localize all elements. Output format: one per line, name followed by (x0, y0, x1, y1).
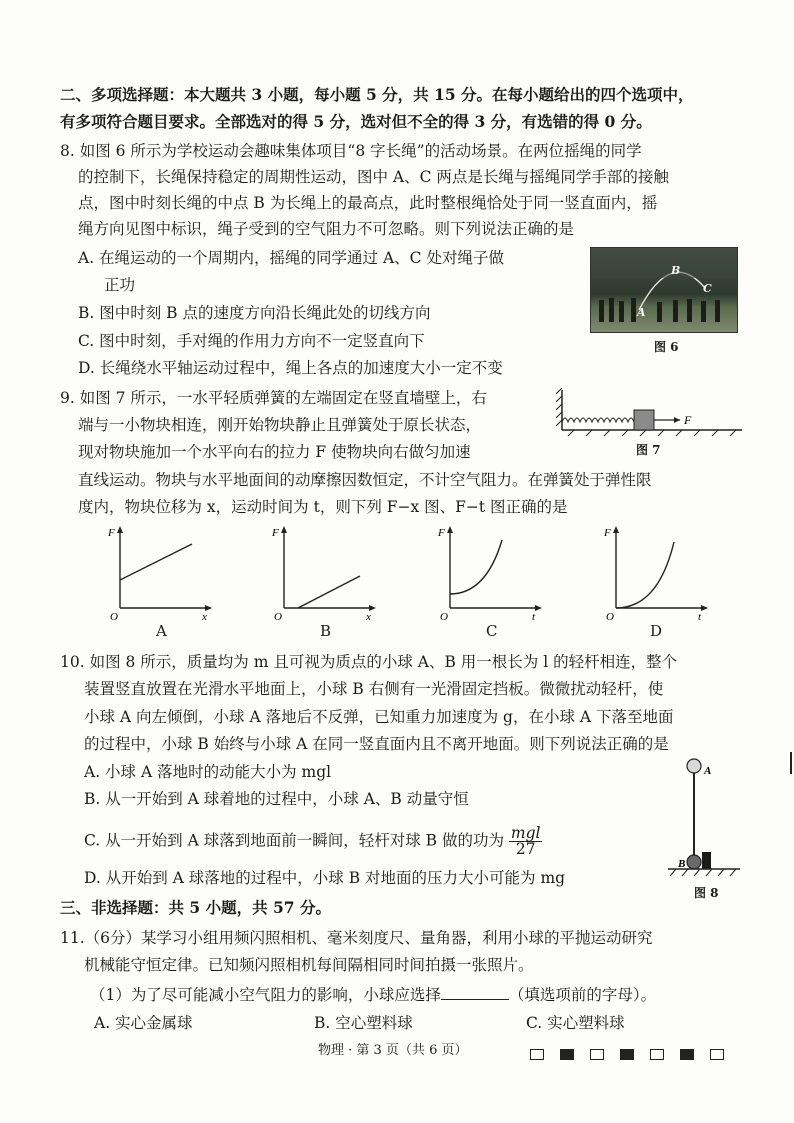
alignment-mark-filled (620, 1049, 634, 1060)
page-edge-mark (790, 752, 792, 774)
q8-option-d: D. 长绳绕水平轴运动过程中，绳上各点的加速度大小一定不变 (78, 359, 503, 377)
graph-a-origin: O (110, 611, 118, 622)
alignment-mark-hollow (530, 1049, 544, 1060)
q10-option-b: B. 从一开始到 A 球着地的过程中，小球 A、B 动量守恒 (84, 790, 469, 808)
graph-a-caption: A (156, 622, 167, 640)
graph-b-caption: B (320, 622, 332, 640)
page-footer: 物理 · 第 3 页（共 6 页） (318, 1043, 468, 1058)
graph-d (600, 522, 710, 622)
q11-line2: 机械能守恒定律。已知频闪照相机每间隔相同时间拍摄一张照片。 (84, 956, 534, 974)
q8-option-c: C. 图中时刻，手对绳的作用力方向不一定竖直向下 (78, 332, 425, 350)
q10-option-c (84, 826, 542, 857)
q9-line2: 端与一小物块相连，刚开始物块静止且弹簧处于原长状态， (78, 416, 482, 434)
graph-d-curve (616, 542, 674, 608)
q8-line3: 点，图中时刻长绳的中点 B 为长绳上的最高点，此时整根绳恰处于同一竖直面内，摇 (78, 194, 658, 212)
graph-b-line (298, 576, 360, 608)
graph-b-xlabel: x (366, 611, 371, 622)
q11-line1: 11.（6分）某学习小组用频闪照相机、毫米刻度尺、量角器，利用小球的平抛运动研究 (60, 929, 653, 947)
graph-c (434, 522, 544, 622)
photo-label-a: A (637, 306, 646, 319)
figure7-spring-diagram (556, 388, 742, 438)
figure8-caption: 图 8 (694, 886, 719, 900)
q10-line2: 装置竖直放置在光滑水平地面上，小球 B 右侧有一光滑固定挡板。微微扰动轻杆，使 (84, 680, 664, 698)
graph-a-ylabel: F (108, 527, 115, 539)
section2-line1: 二、多项选择题：本大题共 3 小题，每小题 5 分，共 15 分。在每小题给出的四个选项中， (60, 85, 694, 104)
q8-line1: 8. 如图 6 所示为学校运动会趣味集体项目“8 字长绳”的活动场景。在两位摇绳的同学 (60, 142, 642, 160)
graph-b (268, 522, 378, 622)
force-label: F (684, 413, 692, 427)
q8-line4: 绳方向见图中标识，绳子受到的空气阻力不可忽略。则下列说法正确的是 (78, 220, 575, 238)
graph-d-ylabel: F (604, 527, 611, 539)
q10-line4: 的过程中，小球 B 始终与小球 A 在同一竖直面内且不离开地面。则下列说法正确的是 (84, 735, 669, 753)
graph-b-ylabel: F (272, 527, 279, 539)
q10-line3: 小球 A 向左倾倒，小球 A 落地后不反弹，已知重力加速度为 g，在小球 A 下落至地面 (84, 708, 674, 726)
q8-option-a: A. 在绳运动的一个周期内，摇绳的同学通过 A、C 处对绳子做 (78, 249, 504, 267)
q8-option-a-cont: 正功 (104, 276, 136, 294)
q9-line1: 9. 如图 7 所示，一水平轻质弹簧的左端固定在竖直墙壁上，右 (60, 389, 487, 407)
q11-sub1-prefix: （1）为了尽可能减小空气阻力的影响，小球应选择 (90, 986, 441, 1004)
graph-a (104, 522, 214, 622)
ball-a-label: A (704, 765, 712, 777)
scan-alignment-marks (530, 1046, 740, 1064)
q8-option-b: B. 图中时刻 B 点的速度方向沿长绳此处的切线方向 (78, 304, 431, 322)
section3-header: 三、非选择题：共 5 小题，共 57 分。 (60, 898, 331, 917)
rope-scene-illustration (591, 248, 737, 332)
alignment-mark-hollow (710, 1049, 724, 1060)
graph-d-origin: O (606, 611, 614, 622)
q10-line1: 10. 如图 8 所示，质量均为 m 且可视为质点的小球 A、B 用一根长为 l 的轻杆相连，整个 (60, 653, 678, 671)
q10-option-d: D. 从开始到 A 球落地的过程中，小球 B 对地面的压力大小可能为 mg (84, 869, 566, 887)
graph-d-caption: D (650, 622, 663, 640)
graph-d-xlabel: t (698, 611, 702, 622)
graph-c-caption: C (486, 622, 498, 640)
q10-option-c-text: C. 从一开始到 A 球落到地面前一瞬间，轻杆对球 B 做的功为 (84, 831, 504, 850)
photo-label-b: B (671, 264, 681, 277)
alignment-mark-filled (680, 1049, 694, 1060)
photo-label-c: C (703, 282, 712, 295)
q11-option-b: B. 空心塑料球 (314, 1014, 413, 1032)
answer-blank[interactable] (441, 985, 509, 1000)
figure7-caption: 图 7 (636, 443, 661, 457)
graph-c-origin: O (440, 611, 448, 622)
q9-line4: 直线运动。物块与水平地面间的动摩擦因数恒定，不计空气阻力。在弹簧处于弹性限 (78, 471, 652, 489)
fraction-denominator: 27 (515, 840, 536, 858)
q8-line2: 的控制下，长绳保持稳定的周期性运动，图中 A、C 两点是长绳与摇绳同学手部的接触 (78, 168, 669, 186)
q11-option-a: A. 实心金属球 (94, 1014, 193, 1032)
alignment-mark-hollow (590, 1049, 604, 1060)
graph-c-xlabel: t (532, 611, 536, 622)
section2-line2: 有多项符合题目要求。全部选对的得 5 分，选对但不全的得 3 分，有选错的得 0 分。 (60, 112, 652, 131)
alignment-mark-hollow (650, 1049, 664, 1060)
q9-line3: 现对物块施加一个水平向右的拉力 F 使物块向右做匀加速 (78, 443, 471, 461)
graph-a-line (120, 544, 192, 580)
figure8-rod-diagram (668, 752, 742, 882)
q10-option-a: A. 小球 A 落地时的动能大小为 mgl (84, 763, 332, 781)
q9-line5: 度内，物块位移为 x，运动时间为 t，则下列 F−x 图、F−t 图正确的是 (78, 498, 568, 516)
graph-b-origin: O (274, 611, 282, 622)
figure6-caption: 图 6 (654, 340, 679, 354)
fraction-numerator: mgl (510, 824, 541, 842)
ball-b-label: B (678, 858, 686, 870)
q11-sub1 (90, 984, 656, 1006)
graph-a-xlabel: x (202, 611, 207, 622)
graph-c-ylabel: F (438, 527, 445, 539)
q10-option-c-fraction (509, 826, 543, 857)
graph-c-curve (450, 540, 502, 594)
alignment-mark-filled (560, 1049, 574, 1060)
figure6-photo (590, 247, 738, 333)
q11-option-c: C. 实心塑料球 (526, 1014, 625, 1032)
q11-sub1-suffix: （填选项前的字母）。 (508, 986, 657, 1004)
